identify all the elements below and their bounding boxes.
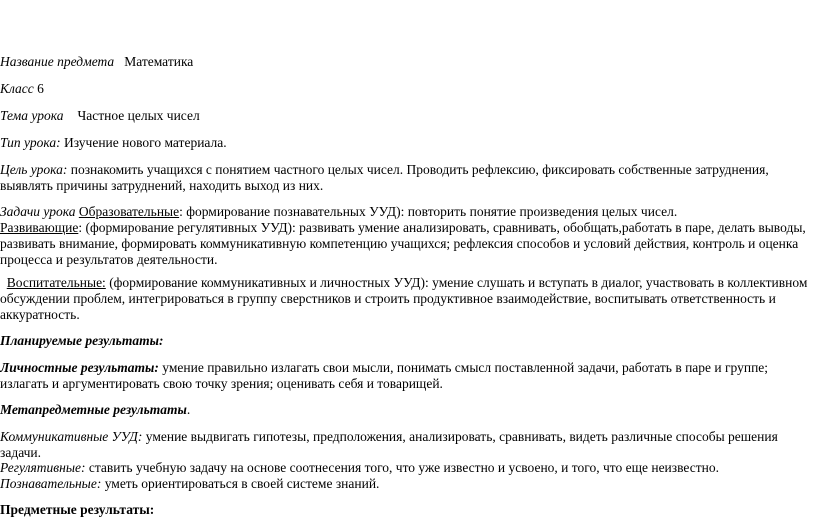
upbringing-line-2 <box>0 291 776 307</box>
subject-label: Название предмета <box>0 54 115 69</box>
metasubject-tail: . <box>186 402 191 417</box>
tasks-line-3 <box>0 236 798 252</box>
metasubject-line <box>0 402 190 418</box>
topic-line <box>0 108 200 124</box>
developing-text-2: развивать внимание, формировать коммуникативную компетенцию учащихся; рефлексия способов и условий действия, контроль и оценка <box>0 236 799 251</box>
lesson-type-value: Изучение нового материала. <box>63 135 227 150</box>
personal-line-1 <box>0 360 768 376</box>
regulative-label: Регулятивные: <box>0 460 86 475</box>
goal-label: Цель урока: <box>0 162 68 177</box>
grade-line <box>0 81 44 97</box>
lesson-type-line <box>0 135 227 151</box>
developing-label: Развивающие <box>0 220 79 235</box>
educational-text: : формирование познавательных УУД): повторить понятие произведения целых чисел. <box>179 204 678 219</box>
planned-heading: Планируемые результаты: <box>0 333 164 348</box>
planned-heading-line <box>0 333 163 349</box>
upbringing-line-1 <box>0 275 807 291</box>
communicative-text-1: умение выдвигать гипотезы, предположения, анализировать, сравнивать, видеть различные способы решения <box>142 429 778 444</box>
upbringing-text-3: аккуратность. <box>0 307 80 322</box>
personal-text-2: излагать и аргументировать свою точку зрения; оценивать себя и товарищей. <box>0 376 443 391</box>
grade-value: 6 <box>37 81 44 96</box>
personal-label: Личностные результаты: <box>0 360 159 375</box>
topic-value: Частное целых чисел <box>77 108 200 123</box>
educational-label: Образовательные <box>78 204 180 219</box>
regulative-line <box>0 460 719 476</box>
subject-value: Математика <box>124 54 194 69</box>
tasks-line-1 <box>0 204 677 220</box>
subject-results-line <box>0 502 154 518</box>
subject-results-heading: Предметные результаты: <box>0 502 155 517</box>
cognitive-line <box>0 476 379 492</box>
goal-text-2: выявлять причины затруднений, находить выход из них. <box>0 178 324 193</box>
communicative-line-2 <box>0 445 41 461</box>
topic-label: Тема урока <box>0 108 64 123</box>
tasks-label: Задачи урока <box>0 204 76 219</box>
communicative-label: Коммуникативные УУД: <box>0 429 143 444</box>
goal-line-2 <box>0 178 323 194</box>
tasks-line-2 <box>0 220 806 236</box>
developing-text-1: : (формирование регулятивных УУД): развивать умение анализировать, сравнивать, обобщать,работать в паре, делать выводы, <box>78 220 806 235</box>
communicative-text-2: задачи. <box>0 445 42 460</box>
tasks-line-4 <box>0 252 217 268</box>
cognitive-text: уметь ориентироваться в своей системе знаний. <box>101 476 380 491</box>
communicative-line-1 <box>0 429 778 445</box>
metasubject-label: Метапредметные результаты <box>0 402 187 417</box>
upbringing-text-1: (формирование коммуникативных и личностных УУД): умение слушать и вступать в диалог, участвовать в коллективном <box>105 275 808 290</box>
grade-label: Класс <box>0 81 34 96</box>
lesson-type-label: Тип урока: <box>0 135 61 150</box>
cognitive-label: Познавательные: <box>0 476 102 491</box>
goal-line-1 <box>0 162 769 178</box>
upbringing-text-2: обсуждении проблем, интегрироваться в группу сверстников и строить продуктивное взаимодействие, воспитывать ответственность и <box>0 291 776 306</box>
personal-line-2 <box>0 376 443 392</box>
subject-line <box>0 54 193 70</box>
personal-text-1: умение правильно излагать свои мысли, понимать смысл поставленной задачи, работать в паре и группе; <box>158 360 769 375</box>
upbringing-line-3 <box>0 307 80 323</box>
developing-text-3: процесса и результатов деятельности. <box>0 252 218 267</box>
upbringing-label: Воспитательные: <box>6 275 106 290</box>
goal-text-1: познакомить учащихся с понятием частного целых чисел. Проводить рефлексию, фиксировать собственные затруднения, <box>70 162 769 177</box>
regulative-text: ставить учебную задачу на основе соотнесения того, что уже известно и усвоено, и того, что еще неизвестно. <box>85 460 719 475</box>
